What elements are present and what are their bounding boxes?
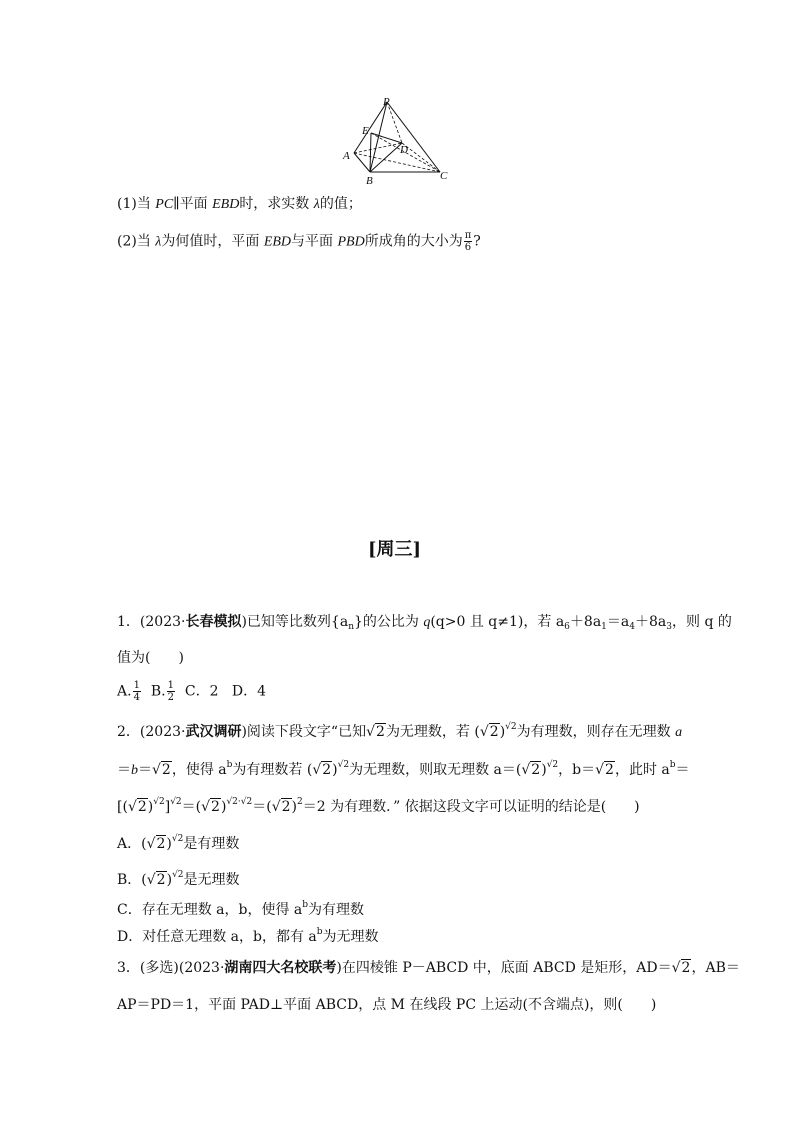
q3-line1 [117, 958, 740, 978]
denominator: 6 [464, 242, 472, 253]
q1-line1 [117, 612, 732, 633]
superscript: √2 [153, 797, 165, 807]
text: ) [220, 799, 227, 815]
subscript: 1 [601, 622, 607, 632]
text: ＝ [138, 762, 152, 778]
radicand: 2 [681, 960, 691, 976]
text: ? [473, 233, 481, 250]
text: 的值； [319, 196, 362, 212]
subscript: 6 [564, 622, 570, 632]
q1-options [117, 680, 266, 703]
radicand: 2 [281, 799, 291, 815]
text: 为有理数，则存在无理数 [516, 724, 676, 740]
text: ＝( [252, 799, 272, 815]
q2-option-a: A．$(√2)^{√2}$是有理数 [117, 834, 240, 852]
text: ∥平面 [173, 196, 213, 212]
text: (多选) [139, 960, 179, 976]
superscript: √2 [170, 797, 182, 807]
text: (q>0 且 q≠1)，若 a [430, 614, 565, 630]
radicand: 2 [211, 799, 220, 815]
sqrt: √2 [595, 762, 614, 778]
q2-line3 [117, 797, 640, 817]
radicand: 2 [489, 724, 499, 740]
text: ，则 q 的 [672, 614, 732, 630]
sqrt: √2 [312, 762, 332, 778]
text: ，b＝ [558, 762, 596, 778]
radicand: 2 [156, 836, 166, 852]
sqrt: √2 [271, 799, 291, 815]
math: EBD [263, 234, 292, 250]
text: 所成角的大小为 [364, 233, 463, 250]
text: 为有理数 [308, 902, 365, 918]
prev-part-1 [117, 194, 362, 215]
fraction [167, 680, 175, 703]
q3-line2: AP＝PD＝1，平面 PAD⊥平面 ABCD，点 M 在线段 PC 上运动(不含端点)，则( ) [117, 997, 657, 1013]
text: 与平面 [291, 233, 338, 250]
math: a [675, 725, 683, 740]
option-b: B. [150, 683, 166, 700]
superscript: √2 [546, 760, 559, 770]
text: 为无理数，则取无理数 a＝( [349, 762, 522, 778]
superscript: 2 [297, 797, 303, 807]
text: ＋8a [569, 614, 602, 630]
text: 是有理数 [183, 836, 240, 852]
text: ] [164, 799, 171, 815]
text: (2)当 [117, 233, 156, 250]
numerator: 1 [167, 680, 174, 691]
label-E: E [362, 125, 369, 137]
question-number: 2． [117, 724, 140, 740]
q1-line2: 值为( ) [117, 650, 184, 666]
text: (2023· [178, 960, 225, 976]
text: ) [332, 762, 338, 778]
text: (2023· [139, 614, 186, 630]
superscript: √2 [505, 722, 517, 732]
math: λ [313, 197, 320, 212]
prev-part-2 [117, 230, 481, 253]
text: (2023· [139, 724, 186, 740]
math: λ [155, 234, 162, 250]
text: D．对任意无理数 a，b，都有 a [117, 929, 317, 945]
sqrt: √2 [671, 960, 691, 976]
sqrt: √2 [146, 836, 166, 852]
math: q [423, 615, 431, 630]
text: ，此时 a [614, 762, 670, 778]
question-number: 3． [117, 960, 140, 976]
source: 湖南四大名校联考 [224, 960, 337, 976]
denominator: 2 [167, 692, 174, 703]
text: )在四棱锥 P－ABCD 中，底面 ABCD 是矩形，AD＝ [336, 960, 672, 976]
radicand: 2 [376, 724, 385, 740]
edge-PC [387, 102, 440, 172]
numerator: π [464, 230, 472, 241]
option-a: A. [117, 683, 132, 700]
radicand: 2 [605, 762, 614, 778]
denominator: 4 [133, 692, 140, 703]
superscript: √2 [172, 870, 184, 880]
text: C．存在无理数 a，b，使得 a [117, 902, 303, 918]
text: ) [147, 799, 154, 815]
option-c: C．2 [184, 683, 219, 700]
q2-line2 [117, 760, 690, 781]
text: [( [117, 799, 128, 815]
text: )已知等比数列{a [241, 614, 349, 630]
text: ＝2 为有理数．” 依据这段文字可以证明的结论是( ) [302, 799, 640, 815]
edge-PD [387, 102, 402, 143]
edge-AD [354, 143, 402, 153]
section-title: [周三] [368, 539, 422, 560]
text: 为有理数若 ( [232, 762, 313, 778]
sqrt: √2 [521, 762, 541, 778]
label-P: P [383, 96, 390, 108]
text: ＝ [675, 762, 690, 778]
option-d: D．4 [231, 683, 266, 700]
numerator: 1 [133, 680, 140, 691]
pyramid-figure [340, 95, 455, 187]
text: ＋8a [635, 614, 667, 630]
superscript: √2·√2 [226, 797, 253, 807]
q2-option-d [117, 927, 379, 947]
sqrt: √2 [146, 872, 166, 888]
edge-AB [354, 153, 370, 172]
text: A．( [117, 836, 147, 852]
text: ) [499, 724, 506, 740]
radicand: 2 [156, 872, 166, 888]
label-D: D [400, 144, 408, 156]
edge-EB [370, 133, 371, 172]
superscript: b [316, 927, 323, 937]
text: 时，求实数 [239, 196, 314, 212]
label-B: B [366, 175, 373, 187]
text: ) [541, 762, 547, 778]
superscript: b [302, 900, 309, 910]
text: B．( [117, 872, 147, 888]
sqrt: √2 [366, 724, 385, 740]
math: b [131, 763, 138, 778]
sqrt: √2 [479, 724, 499, 740]
text: ) [291, 799, 298, 815]
superscript: √2 [337, 760, 350, 770]
radicand: 2 [161, 762, 171, 778]
text: ＝ [117, 762, 131, 778]
text: ，AB＝ [691, 960, 740, 976]
radicand: 2 [531, 762, 541, 778]
label-A: A [343, 150, 350, 162]
fraction [464, 230, 473, 253]
radicand: 2 [137, 799, 147, 815]
text: 为无理数 [322, 929, 379, 945]
radicand: 2 [322, 762, 332, 778]
superscript: √2 [171, 834, 184, 844]
source: 武汉调研 [185, 724, 242, 740]
text: 为何值时，平面 [161, 233, 264, 250]
text: ＝( [181, 799, 202, 815]
text: 为无理数，若 ( [385, 724, 480, 740]
q2-line1 [117, 722, 682, 743]
subscript: 4 [629, 622, 635, 632]
q2-option-b: B．$(√2)^{√2}$是无理数 [117, 870, 240, 888]
subscript: 3 [666, 622, 672, 632]
math: PC [155, 197, 174, 212]
text: 是无理数 [183, 872, 240, 888]
fraction [133, 680, 141, 703]
math: EBD [212, 197, 240, 212]
sqrt: √2 [127, 799, 147, 815]
question-number: 1． [117, 614, 140, 630]
text: )阅读下段文字“已知 [241, 724, 367, 740]
sqrt: √2 [201, 799, 220, 815]
text: ＝a [606, 614, 630, 630]
text: ，使得 a [171, 762, 227, 778]
label-C: C [440, 170, 448, 182]
q2-option-c [117, 900, 364, 920]
superscript: b [669, 760, 676, 770]
source: 长春模拟 [185, 614, 242, 630]
sqrt: √2 [152, 762, 171, 778]
text: }的公比为 [353, 614, 424, 630]
text: (1)当 [117, 196, 156, 212]
subscript: n [348, 622, 354, 632]
superscript: b [226, 760, 233, 770]
math: PBD [337, 234, 365, 250]
